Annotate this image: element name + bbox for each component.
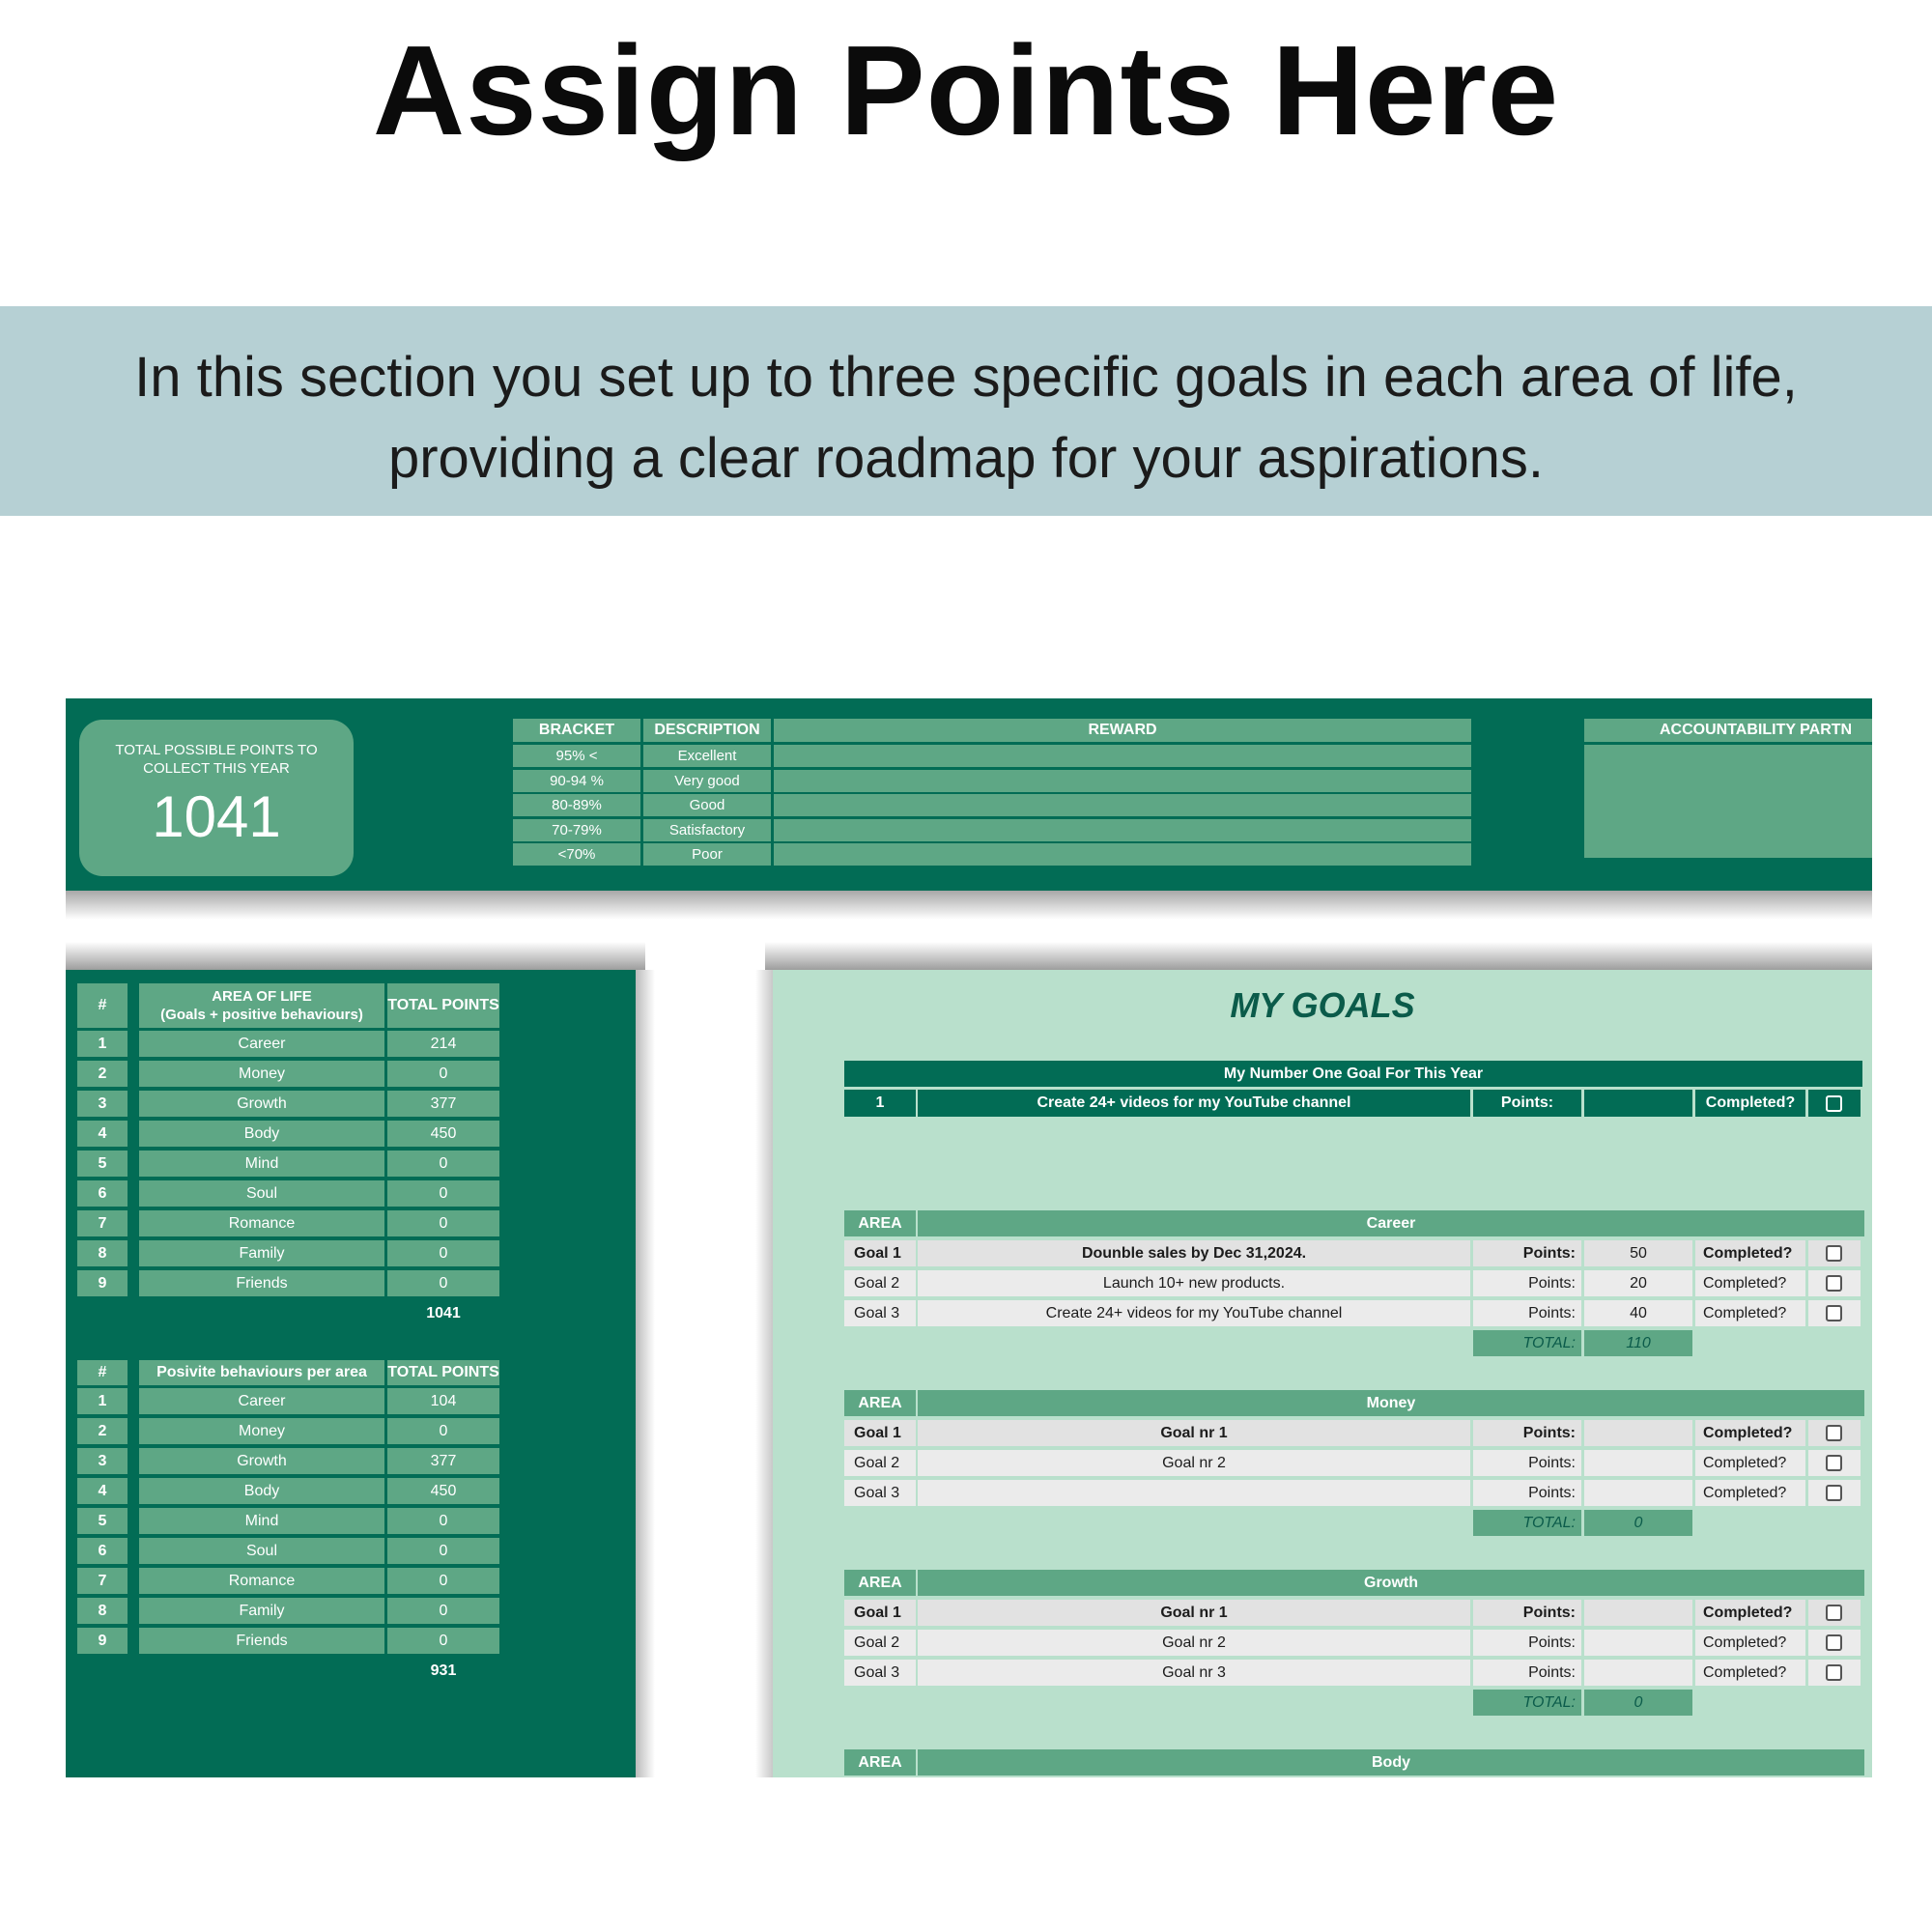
my-goals-panel <box>773 970 1872 1777</box>
area-total-points: 0 <box>387 1508 499 1534</box>
section-total-value: 0 <box>1584 1510 1692 1536</box>
bracket-description: Excellent <box>643 745 771 767</box>
row-number: 4 <box>77 1478 128 1504</box>
area-name: Family <box>139 1240 384 1266</box>
bracket-value: 70-79% <box>513 819 640 841</box>
area-total-points: 450 <box>387 1121 499 1147</box>
bracket-value: 90-94 % <box>513 770 640 792</box>
area-total-points: 0 <box>387 1568 499 1594</box>
points-label: Points: <box>1473 1450 1581 1476</box>
section-total-label: TOTAL: <box>1473 1330 1581 1356</box>
bracket-description: Poor <box>643 843 771 866</box>
row-number: 2 <box>77 1418 128 1444</box>
area-total-points: 104 <box>387 1388 499 1414</box>
row-number: 4 <box>77 1121 128 1147</box>
col-header-total-points: TOTAL POINTS <box>387 1360 499 1385</box>
points-label: Points: <box>1473 1270 1581 1296</box>
goal-label: Goal 3 <box>844 1660 916 1686</box>
row-number: 1 <box>77 1031 128 1057</box>
page-headline: Assign Points Here <box>372 19 1560 161</box>
points-label: Points: <box>1473 1300 1581 1326</box>
goal-text[interactable]: Goal nr 2 <box>918 1630 1470 1656</box>
area-total-points: 0 <box>387 1628 499 1654</box>
row-number: 6 <box>77 1180 128 1207</box>
area-name: Friends <box>139 1628 384 1654</box>
area-name: Mind <box>139 1508 384 1534</box>
row-number: 8 <box>77 1240 128 1266</box>
bracket-description: Good <box>643 794 771 816</box>
area-name: Family <box>139 1598 384 1624</box>
points-value[interactable]: 50 <box>1584 1240 1692 1266</box>
row-number: 9 <box>77 1270 128 1296</box>
goal-label: Goal 3 <box>844 1480 916 1506</box>
area-total-points: 0 <box>387 1418 499 1444</box>
goal-label: Goal 3 <box>844 1300 916 1326</box>
completed-checkbox[interactable] <box>1826 1245 1842 1262</box>
goal-text[interactable]: Launch 10+ new products. <box>918 1270 1470 1296</box>
area-label: AREA <box>844 1749 916 1776</box>
bracket-reward-field[interactable] <box>774 794 1471 816</box>
total-points-label: TOTAL POSSIBLE POINTS TO COLLECT THIS YEAR <box>115 742 318 777</box>
table-grand-total: 931 <box>430 1662 457 1679</box>
col-header-number: # <box>77 1360 128 1385</box>
area-name-body: Body <box>918 1749 1864 1776</box>
bracket-description: Satisfactory <box>643 819 771 841</box>
area-total-points: 0 <box>387 1240 499 1266</box>
goal-text[interactable]: Create 24+ videos for my YouTube channel <box>918 1300 1470 1326</box>
completed-label: Completed? <box>1695 1630 1805 1656</box>
points-value[interactable] <box>1584 1480 1692 1506</box>
goal-text[interactable]: Dounble sales by Dec 31,2024. <box>918 1240 1470 1266</box>
area-name: Body <box>139 1478 384 1504</box>
completed-checkbox[interactable] <box>1826 1485 1842 1501</box>
bracket-header-description: DESCRIPTION <box>643 719 771 742</box>
section-total-value: 0 <box>1584 1690 1692 1716</box>
row-number: 3 <box>77 1448 128 1474</box>
points-label: Points: <box>1473 1420 1581 1446</box>
completed-checkbox[interactable] <box>1826 1275 1842 1292</box>
points-value[interactable] <box>1584 1630 1692 1656</box>
bracket-reward-field[interactable] <box>774 843 1471 866</box>
completed-label: Completed? <box>1695 1300 1805 1326</box>
completed-label: Completed? <box>1695 1420 1805 1446</box>
completed-label: Completed? <box>1695 1450 1805 1476</box>
goal-label: Goal 1 <box>844 1600 916 1626</box>
area-name: Career <box>139 1031 384 1057</box>
goals-panel-shadow <box>755 970 773 1777</box>
points-label: Points: <box>1473 1600 1581 1626</box>
row-number: 7 <box>77 1568 128 1594</box>
area-name-growth: Growth <box>918 1570 1864 1596</box>
total-points-value: 1041 <box>152 784 281 849</box>
goal-label: Goal 2 <box>844 1450 916 1476</box>
area-name: Career <box>139 1388 384 1414</box>
area-name-career: Career <box>918 1210 1864 1236</box>
band-shadow <box>66 891 1872 920</box>
points-value[interactable]: 20 <box>1584 1270 1692 1296</box>
area-total-points: 0 <box>387 1151 499 1177</box>
bracket-reward-field[interactable] <box>774 745 1471 767</box>
points-value[interactable] <box>1584 1600 1692 1626</box>
bracket-header-reward: REWARD <box>774 719 1471 742</box>
area-name: Money <box>139 1418 384 1444</box>
row-number: 8 <box>77 1598 128 1624</box>
area-total-points: 377 <box>387 1091 499 1117</box>
points-label: Points: <box>1473 1240 1581 1266</box>
completed-checkbox[interactable] <box>1826 1664 1842 1681</box>
bracket-value: 95% < <box>513 745 640 767</box>
number-one-points-field[interactable] <box>1584 1090 1692 1117</box>
area-name: Growth <box>139 1091 384 1117</box>
bracket-value: <70% <box>513 843 640 866</box>
row-number: 6 <box>77 1538 128 1564</box>
goal-label: Goal 1 <box>844 1240 916 1266</box>
area-label: AREA <box>844 1210 916 1236</box>
area-total-points: 0 <box>387 1180 499 1207</box>
completed-label: Completed? <box>1695 1480 1805 1506</box>
total-points-box <box>79 720 354 876</box>
points-label: Points: <box>1473 1630 1581 1656</box>
row-number: 1 <box>77 1388 128 1414</box>
goal-text[interactable]: Goal nr 1 <box>918 1600 1470 1626</box>
completed-label: Completed? <box>1695 1270 1805 1296</box>
row-number: 7 <box>77 1210 128 1236</box>
completed-checkbox[interactable] <box>1826 1425 1842 1441</box>
goal-label: Goal 2 <box>844 1630 916 1656</box>
area-total-points: 0 <box>387 1598 499 1624</box>
number-one-completed-checkbox[interactable] <box>1826 1095 1842 1112</box>
number-one-goal-number: 1 <box>844 1090 916 1117</box>
section-total-label: TOTAL: <box>1473 1510 1581 1536</box>
points-value[interactable] <box>1584 1450 1692 1476</box>
area-total-points: 450 <box>387 1478 499 1504</box>
area-name-money: Money <box>918 1390 1864 1416</box>
area-name: Body <box>139 1121 384 1147</box>
col-header-area-title: AREA OF LIFE <box>212 988 312 1005</box>
number-one-completed-label: Completed? <box>1695 1090 1805 1117</box>
sheet-top-band <box>66 698 1872 891</box>
bracket-header-bracket: BRACKET <box>513 719 640 742</box>
goal-text[interactable] <box>918 1480 1470 1506</box>
area-name: Soul <box>139 1538 384 1564</box>
points-value[interactable] <box>1584 1660 1692 1686</box>
area-of-life-panel <box>66 970 636 1777</box>
area-name: Mind <box>139 1151 384 1177</box>
area-name: Soul <box>139 1180 384 1207</box>
area-total-points: 0 <box>387 1270 499 1296</box>
completed-label: Completed? <box>1695 1600 1805 1626</box>
section-total-label: TOTAL: <box>1473 1690 1581 1716</box>
completed-label: Completed? <box>1695 1240 1805 1266</box>
number-one-goal-text[interactable]: Create 24+ videos for my YouTube channel <box>918 1090 1470 1117</box>
area-total-points: 0 <box>387 1538 499 1564</box>
row-number: 2 <box>77 1061 128 1087</box>
points-value[interactable] <box>1584 1420 1692 1446</box>
table-grand-total: 1041 <box>426 1305 461 1321</box>
right-shadow <box>765 942 1872 971</box>
completed-checkbox[interactable] <box>1826 1305 1842 1321</box>
area-name: Growth <box>139 1448 384 1474</box>
area-total-points: 377 <box>387 1448 499 1474</box>
completed-checkbox[interactable] <box>1826 1605 1842 1621</box>
number-one-goal-header: My Number One Goal For This Year <box>844 1061 1862 1087</box>
row-number: 9 <box>77 1628 128 1654</box>
row-number: 5 <box>77 1508 128 1534</box>
goal-text[interactable]: Goal nr 1 <box>918 1420 1470 1446</box>
goal-label: Goal 2 <box>844 1270 916 1296</box>
completed-checkbox[interactable] <box>1826 1455 1842 1471</box>
col-header-number: # <box>77 983 128 1028</box>
goal-label: Goal 1 <box>844 1420 916 1446</box>
area-name: Romance <box>139 1210 384 1236</box>
area-total-points: 0 <box>387 1061 499 1087</box>
bracket-description: Very good <box>643 770 771 792</box>
completed-label: Completed? <box>1695 1660 1805 1686</box>
goal-text[interactable]: Goal nr 3 <box>918 1660 1470 1686</box>
points-label: Points: <box>1473 1660 1581 1686</box>
area-name: Romance <box>139 1568 384 1594</box>
description-banner <box>0 306 1932 516</box>
area-total-points: 214 <box>387 1031 499 1057</box>
bracket-reward-field[interactable] <box>774 770 1471 792</box>
points-label: Points: <box>1473 1480 1581 1506</box>
area-total-points: 0 <box>387 1210 499 1236</box>
area-name: Friends <box>139 1270 384 1296</box>
accountability-partner-field[interactable] <box>1584 745 1872 858</box>
number-one-points-label: Points: <box>1473 1090 1581 1117</box>
col-header-total-points: TOTAL POINTS <box>387 983 499 1028</box>
my-goals-title: MY GOALS <box>1230 985 1415 1025</box>
left-shadow <box>66 942 645 971</box>
bracket-value: 80-89% <box>513 794 640 816</box>
col-header-area: Posivite behaviours per area <box>139 1360 384 1385</box>
points-value[interactable]: 40 <box>1584 1300 1692 1326</box>
section-total-value: 110 <box>1584 1330 1692 1356</box>
panel-gap-shadow <box>636 970 655 1777</box>
goal-text[interactable]: Goal nr 2 <box>918 1450 1470 1476</box>
area-label: AREA <box>844 1570 916 1596</box>
col-header-area <box>139 983 384 1028</box>
row-number: 3 <box>77 1091 128 1117</box>
bracket-reward-field[interactable] <box>774 819 1471 841</box>
col-header-area-subtitle: (Goals + positive behaviours) <box>160 1007 363 1023</box>
row-number: 5 <box>77 1151 128 1177</box>
completed-checkbox[interactable] <box>1826 1634 1842 1651</box>
area-name: Money <box>139 1061 384 1087</box>
accountability-partner-header[interactable]: ACCOUNTABILITY PARTN <box>1584 719 1872 742</box>
area-label: AREA <box>844 1390 916 1416</box>
banner-text: In this section you set up to three specific goals in each area of life, providing a clear roadmap for your aspirations. <box>134 346 1798 490</box>
